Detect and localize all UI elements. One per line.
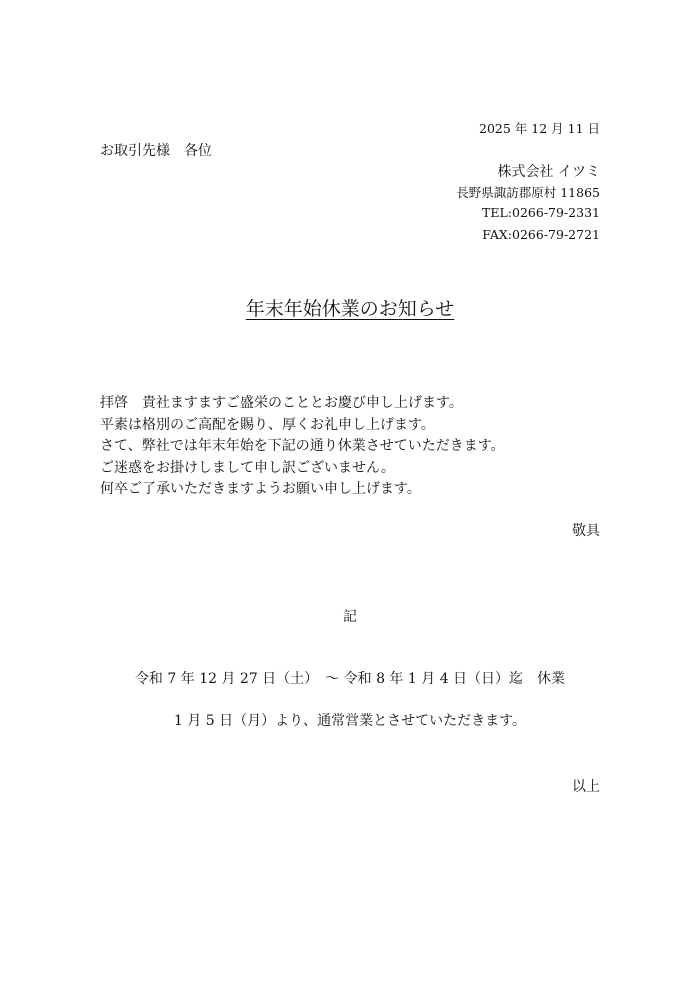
issue-date: 2025 年 12 月 11 日 (479, 121, 600, 136)
company-name: 株式会社 イツミ (497, 164, 600, 180)
addressee: お取引先様 各位 (100, 143, 212, 159)
ki-heading: 記 (343, 609, 357, 625)
company-tel: TEL:0266-79-2331 (482, 205, 600, 220)
company-address: 長野県諏訪郡原村 11865 (456, 185, 600, 200)
end-ijou: 以上 (572, 779, 600, 795)
body-line: 平素は格別のご高配を賜り、厚くお礼申し上げます。 (100, 416, 435, 433)
company-fax: FAX:0266-79-2721 (482, 227, 600, 242)
resume-notice: 1 月 5 日（月）より、通常営業とさせていただきます。 (173, 713, 527, 729)
body-line: ご迷惑をお掛けしまして申し訳ございません。 (100, 459, 395, 476)
body-line: さて、弊社では年末年始を下記の通り休業させていただきます。 (100, 438, 505, 454)
body-text (100, 393, 505, 501)
closure-period: 令和 7 年 12 月 27 日（土） ～ 令和 8 年 1 月 4 日（日）迄 休業 (134, 671, 566, 687)
body-line: 拝啓 貴社ますますご盛栄のこととお慶び申し上げます。 (100, 395, 463, 411)
body-line: 何卒ご了承いただきますようお願い申し上げます。 (100, 481, 421, 497)
document-title: 年末年始休業のお知らせ (245, 298, 455, 320)
closing-keigu: 敬具 (572, 523, 600, 539)
